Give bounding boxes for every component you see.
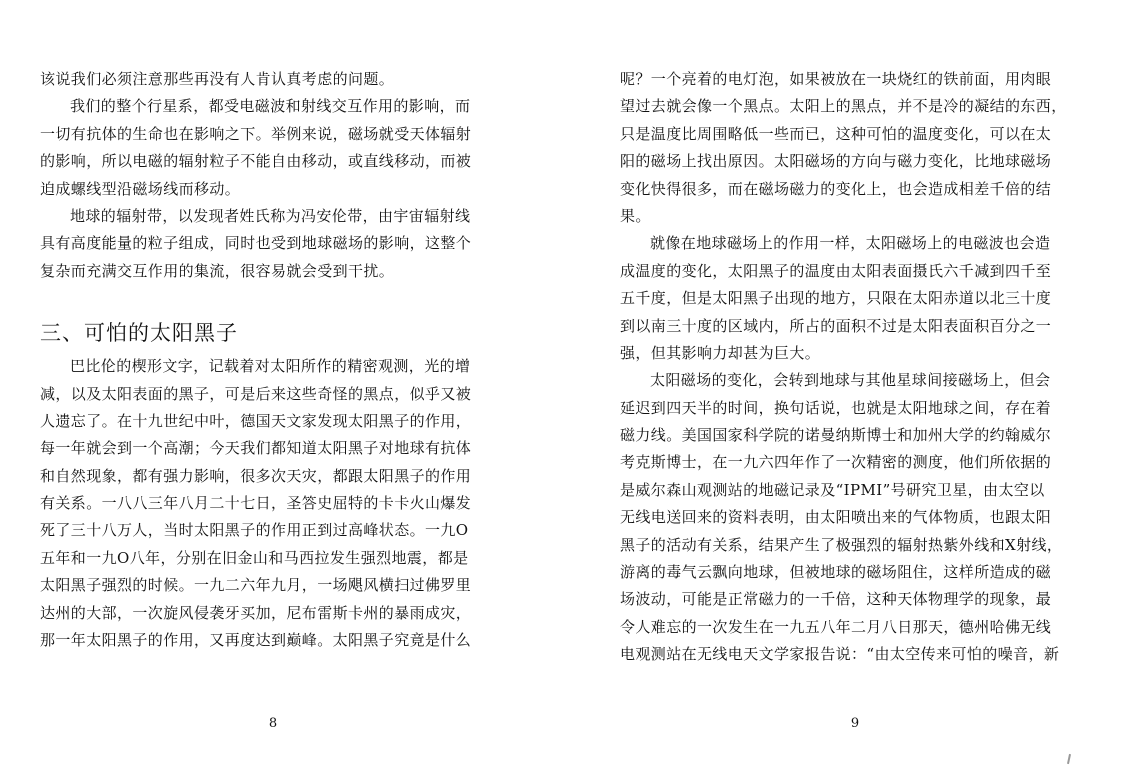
left-text-column bbox=[40, 66, 510, 654]
text-line: 变化快得很多，而在磁场磁力的变化上，也会造成相差千倍的结 bbox=[620, 179, 1052, 198]
text-line: 游离的毒气云飘向地球，但被地球的磁场阻住，这样所造成的磁 bbox=[620, 563, 1052, 582]
paragraph bbox=[620, 66, 1092, 230]
text-line: 是威尔森山观测站的地磁记录及“IPMI”号研究卫星，由太空以 bbox=[620, 480, 1045, 499]
paragraph bbox=[620, 230, 1092, 367]
text-line: 五年和一九O八年，分别在旧金山和马西拉发生强烈地震，都是 bbox=[40, 548, 469, 567]
paragraph bbox=[40, 203, 510, 285]
paragraph bbox=[40, 353, 510, 654]
heading-spacer bbox=[40, 285, 510, 313]
text-line: 地球的辐射带，以发现者姓氏称为冯安伦带，由宇宙辐射线 bbox=[70, 206, 471, 225]
text-line: 的影响，所以电磁的辐射粒子不能自由移动，或直线移动，而被 bbox=[40, 152, 472, 171]
left-paragraphs-after-heading bbox=[40, 353, 510, 654]
text-line: 到以南三十度的区域内，所占的面积不过是太阳表面积百分之一 bbox=[620, 316, 1052, 335]
text-line: 死了三十八万人，当时太阳黑子的作用正到过高峰状态。一九O bbox=[40, 521, 469, 540]
right-page bbox=[565, 0, 1130, 779]
paragraph bbox=[620, 367, 1092, 668]
text-line: 太阳磁场的变化，会转到地球与其他星球间接磁场上，但会 bbox=[650, 371, 1051, 390]
section-heading: 三、可怕的太阳黑子 bbox=[40, 321, 238, 346]
text-line: 我们的整个行星系，都受电磁波和射线交互作用的影响，而 bbox=[70, 97, 471, 116]
text-line: 一切有抗体的生命也在影响之下。举例来说，磁场就受天体辐射 bbox=[40, 124, 472, 143]
text-line: 每一年就会到一个高潮；今天我们都知道太阳黑子对地球有抗体 bbox=[40, 439, 472, 458]
text-line: 只是温度比周围略低一些而已，这种可怕的温度变化，可以在太 bbox=[620, 124, 1052, 143]
text-line: 迫成螺线型沿磁场线而移动。 bbox=[40, 179, 241, 198]
text-line: 那一年太阳黑子的作用，又再度达到巅峰。太阳黑子究竟是什么 bbox=[40, 631, 472, 650]
text-line: 场波动，可能是正常磁力的一千倍，这种天体物理学的现象，最 bbox=[620, 590, 1052, 609]
text-line: 磁力线。美国国家科学院的诺曼纳斯博士和加州大学的约翰威尔 bbox=[620, 426, 1052, 445]
text-line: 无线电送回来的资料表明，由太阳喷出来的气体物质，也跟太阳 bbox=[620, 508, 1052, 527]
text-line: 阳的磁场上找出原因。太阳磁场的方向与磁力变化，比地球磁场 bbox=[620, 152, 1052, 171]
text-line: 太阳黑子强烈的时候。一九二六年九月，一场飓风横扫过佛罗里 bbox=[40, 576, 472, 595]
paragraph bbox=[40, 93, 510, 203]
text-line: 考克斯博士，在一九六四年作了一次精密的测度，他们所依据的 bbox=[620, 453, 1052, 472]
text-line: 减，以及太阳表面的黑子，可是后来这些奇怪的黑点，似乎又被 bbox=[40, 384, 472, 403]
text-line: 有关系。一八八三年八月二十七日，圣答史屈特的卡卡火山爆发 bbox=[40, 494, 472, 513]
text-line: 成温度的变化，太阳黑子的温度由太阳表面摄氏六千减到四千至 bbox=[620, 261, 1052, 280]
page-number-left: 8 bbox=[268, 716, 278, 731]
text-line: 和自然现象，都有强力影响，很多次天灾，都跟太阳黑子的作用 bbox=[40, 466, 472, 485]
right-text-column bbox=[620, 66, 1092, 669]
text-line: 强，但其影响力却甚为巨大。 bbox=[620, 343, 821, 362]
text-line: 果。 bbox=[620, 206, 651, 225]
text-line: 人遗忘了。在十九世纪中叶，德国天文家发现太阳黑子的作用， bbox=[40, 411, 472, 430]
left-paragraphs-before-heading bbox=[40, 66, 510, 285]
text-line: 复杂而充满交互作用的集流，很容易就会受到干扰。 bbox=[40, 261, 395, 280]
right-paragraphs bbox=[620, 66, 1092, 669]
text-line: 达州的大部，一次旋风侵袭牙买加，尼布雷斯卡州的暴雨成灾， bbox=[40, 603, 472, 622]
text-line: 令人难忘的一次发生在一九五八年二月八日那天，德州哈佛无线 bbox=[620, 617, 1052, 636]
text-line: 望过去就会像一个黑点。太阳上的黑点，并不是冷的凝结的东西， bbox=[620, 97, 1067, 116]
text-line: 巴比伦的楔形文字，记载着对太阳所作的精密观测，光的增 bbox=[70, 357, 471, 376]
text-line: 呢？一个亮着的电灯泡，如果被放在一块烧红的铁前面，用肉眼 bbox=[620, 70, 1052, 88]
text-line: 具有高度能量的粒子组成，同时也受到地球磁场的影响，这整个 bbox=[40, 234, 472, 253]
text-line: 黑子的活动有关系，结果产生了极强烈的辐射热紫外线和X射线， bbox=[620, 535, 1063, 554]
text-line: 五千度，但是太阳黑子出现的地方，只限在太阳赤道以北三十度 bbox=[620, 289, 1052, 308]
text-line: 电观测站在无线电天文学家报告说：“由太空传来可怕的噪音，新 bbox=[620, 645, 1060, 664]
text-line: 该说我们必须注意那些再没有人肯认真考虑的问题。 bbox=[40, 70, 395, 88]
paragraph bbox=[40, 66, 510, 93]
text-line: 延迟到四天半的时间，换句话说，也就是太阳地球之间，存在着 bbox=[620, 398, 1052, 417]
page-number-right: 9 bbox=[850, 716, 860, 731]
text-line: 就像在地球磁场上的作用一样，太阳磁场上的电磁波也会造 bbox=[650, 234, 1051, 253]
